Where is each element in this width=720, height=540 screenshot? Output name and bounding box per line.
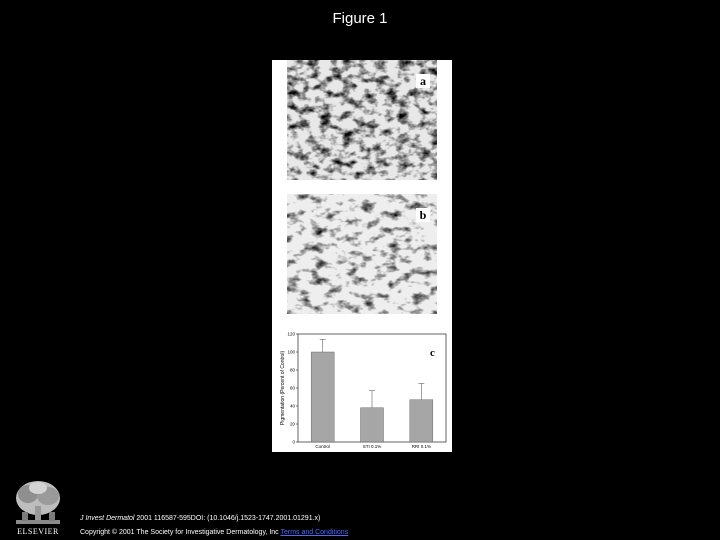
y-tick-label: 0	[292, 439, 295, 445]
y-tick-label: 80	[289, 367, 295, 373]
panel-label-a: a	[416, 74, 430, 88]
micrograph-b-texture	[287, 194, 437, 314]
publisher-name: ELSEVIER	[17, 527, 59, 536]
pigmentation-bar-chart	[276, 330, 452, 452]
y-tick-label: 120	[287, 331, 295, 337]
citation-details: 2001 116587-595DOI: (10.1046/j.1523-1747.2001.01291.x)	[134, 515, 321, 522]
x-category-label: Control	[315, 444, 330, 449]
micrograph-a	[287, 60, 437, 180]
citation-journal: J Invest Dermatol	[80, 515, 135, 522]
copyright-text: Copyright © 2001 The Society for Investigative Dermatology, Inc	[80, 529, 281, 536]
citation	[80, 514, 320, 524]
terms-and-conditions-link[interactable]: Terms and Conditions	[280, 529, 349, 536]
slide-title: Figure 1	[332, 10, 388, 27]
y-tick-label: 60	[289, 385, 295, 391]
panel-label-b: b	[416, 208, 430, 222]
x-category-label: RRI 0.1%	[411, 444, 431, 449]
x-category-label: STI 0.1%	[362, 444, 382, 449]
y-tick-label: 20	[289, 421, 295, 427]
y-tick-label: 40	[289, 403, 295, 409]
chart-y-axis-label: Pigmentation (Percent of Control)	[280, 350, 286, 426]
copyright-line	[80, 528, 348, 538]
bar	[410, 400, 433, 442]
y-tick-label: 100	[287, 349, 295, 355]
micrograph-b	[287, 194, 437, 314]
bar	[361, 408, 384, 442]
panel-label-c: c	[430, 347, 435, 359]
micrograph-a-texture	[287, 60, 437, 180]
bar	[311, 352, 334, 442]
